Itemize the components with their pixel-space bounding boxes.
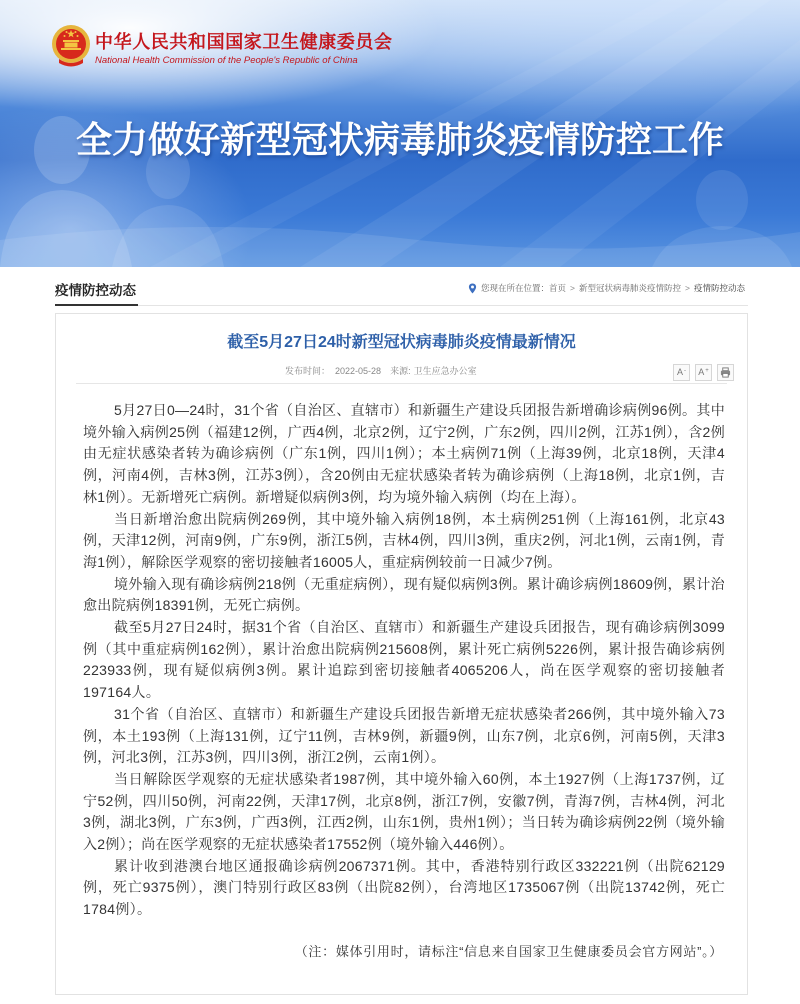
breadcrumb-prefix: 您现在所在位置： — [481, 283, 550, 293]
article-body — [83, 400, 725, 962]
article-meta — [285, 365, 477, 377]
font-increase-button[interactable] — [695, 364, 712, 381]
font-decrease-button[interactable] — [673, 364, 690, 381]
publish-time-label: 发布时间： — [285, 366, 331, 376]
breadcrumb-covid-prevention-link[interactable]: 新型冠状病毒肺炎疫情防控 — [579, 283, 682, 293]
section-title: 疫情防控动态 — [55, 281, 138, 306]
article-tools — [673, 364, 734, 381]
article-paragraph: 境外输入现有确诊病例218例（无重症病例），现有疑似病例3例。累计确诊病例18609例，累计治愈出院病例18391例，无死亡病例。 — [83, 575, 725, 614]
source-value: 卫生应急办公室 — [413, 366, 477, 376]
breadcrumb-separator: > — [685, 283, 690, 293]
location-pin-icon — [468, 283, 477, 294]
national-emblem-icon — [50, 24, 92, 70]
font-decrease-letter: A — [676, 367, 683, 377]
print-icon — [720, 367, 731, 378]
article-title: 截至5月27日24时新型冠状病毒肺炎疫情最新情况 — [227, 334, 576, 351]
section-divider — [55, 305, 748, 306]
source-label: 来源: — [390, 366, 411, 376]
print-button[interactable] — [717, 364, 734, 381]
breadcrumb-separator: > — [570, 283, 575, 293]
font-increase-letter: A — [698, 367, 705, 377]
font-decrease-sign: - — [684, 367, 686, 374]
media-citation-note: （注：媒体引用时，请标注“信息来自国家卫生健康委员会官方网站”。） — [294, 943, 723, 959]
article-divider — [76, 383, 727, 384]
article-paragraph: 当日新增治愈出院病例269例，其中境外输入病例18例，本土病例251例（上海161例，北京43例，天津12例，河南9例，广东9例，浙江5例，吉林4例，四川3例，重庆2例，河北1例，云南1例，青海1例），解除医学观察的密切接触者16005人，重症病例较前一日减少7例。 — [83, 510, 725, 570]
publish-date: 2022-05-28 — [335, 366, 382, 376]
breadcrumb-home-link[interactable]: 首页 — [549, 283, 567, 293]
site-banner — [0, 0, 800, 267]
org-name-english: National Health Commission of the People's Republic of China — [95, 55, 358, 66]
article-paragraph: 31个省（自治区、直辖市）和新疆生产建设兵团报告新增无症状感染者266例，其中境外输入73例，本土193例（上海131例，辽宁11例，吉林9例，新疆9例，山东7例，北京6例，河南5例，天津3例，河北3例，江苏3例，四川3例，浙江2例，云南1例）。 — [83, 705, 725, 766]
article-paragraph: 5月27日0—24时，31个省（自治区、直辖市）和新疆生产建设兵团报告新增确诊病例96例。其中境外输入病例25例（福建12例，广西4例，北京2例，辽宁2例，广东2例，四川2例，江苏1例），含2例由无症状感染者转为确诊病例（广东1例，四川1例）；本土病例71例（上海39例，北京18例，天津4例，河南4例，吉林3例，江苏3例），含20例由无症状感染者转为确诊病例（上海18例，北京1例，吉林1例）。无新增死亡病例。新增疑似病例3例，均为境外输入病例（均在上海）。 — [83, 402, 725, 505]
org-name-chinese: 中华人民共和国国家卫生健康委员会 — [95, 32, 393, 52]
article-paragraph: 当日解除医学观察的无症状感染者1987例，其中境外输入60例，本土1927例（上海1737例，辽宁52例，四川50例，河南22例，天津17例，北京8例，浙江7例，安徽7例，青海7例，吉林4例，河北3例，湖北3例，广东3例，广西3例，江西2例，山东1例，贵州1例）；当日转为确诊病例22例（境外输入2例）；尚在医学观察的无症状感染者17552例（境外输入446例）。 — [83, 770, 725, 853]
site-logo-link[interactable] — [50, 24, 410, 74]
breadcrumb — [468, 281, 745, 295]
font-increase-sign: + — [705, 367, 709, 374]
article-paragraph: 截至5月27日24时，据31个省（自治区、直辖市）和新疆生产建设兵团报告，现有确诊病例3099例（其中重症病例162例），累计治愈出院病例215608例，累计死亡病例5226例，累计报告确诊病例223933例，现有疑似病例3例。累计追踪到密切接触者4065206人，尚在医学观察的密切接触者197164人。 — [83, 619, 725, 701]
banner-title: 全力做好新型冠状病毒肺炎疫情防控工作 — [75, 119, 724, 160]
article-container — [55, 313, 748, 995]
breadcrumb-current-section-link[interactable]: 疫情防控动态 — [693, 283, 745, 293]
article-paragraph: 累计收到港澳台地区通报确诊病例2067371例。其中，香港特别行政区332221例（出院62129例，死亡9375例），澳门特别行政区83例（出院82例），台湾地区1735067例（出院13742例，死亡1784例）。 — [83, 857, 725, 918]
